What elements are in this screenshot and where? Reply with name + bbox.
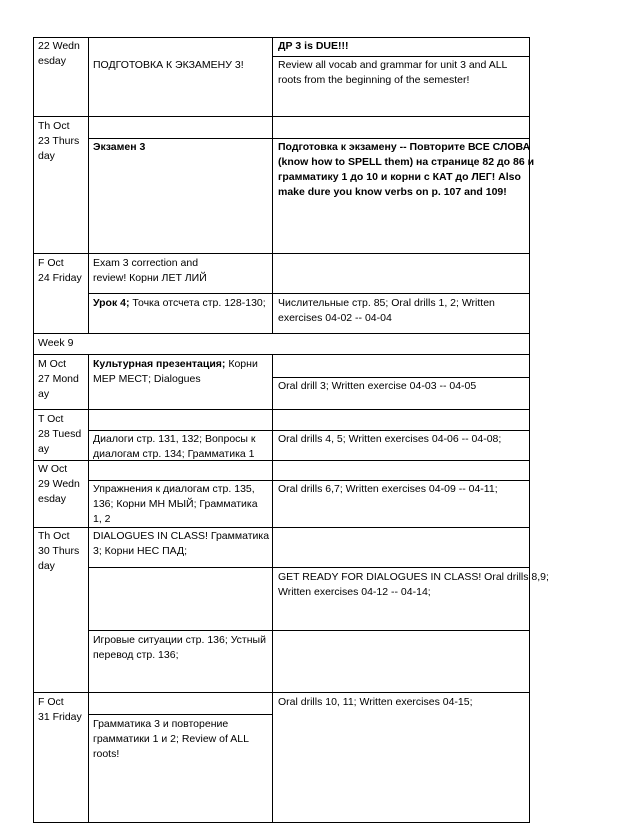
column-divider-2: [272, 37, 273, 333]
lesson-cell: ПОДГОТОВКА К ЭКЗАМЕНУ 3!: [93, 59, 244, 71]
homework-cell: Числительные стр. 85; Oral drills 1, 2; Written exercises 04-02 -- 04-04: [278, 297, 495, 324]
lesson-topic: Корни МЕР МЕСТ; Dialogues: [93, 358, 258, 385]
row-divider: [33, 354, 530, 355]
table-border-left: [33, 37, 34, 823]
column-divider-1: [88, 37, 89, 333]
homework-cell: Подготовка к экзамену -- Повторите ВСЕ СЛОВА (know how to SPELL them) на странице 82 до 86 и грамматику 1 до 10 и корни с КАТ до ЛЕГ! Also make dure you know verbs on p. 107 and 109!: [278, 141, 535, 198]
row-divider: [88, 430, 530, 431]
row-divider: [88, 630, 530, 631]
lesson-heading: Культурная презентация;: [93, 358, 226, 370]
lesson-number: Урок 4;: [93, 297, 130, 309]
week-label: Week 9: [38, 337, 74, 349]
homework-cell: Oral drill 3; Written exercise 04-03 -- 04-05: [278, 380, 477, 392]
day-label: T Oct 28 Tuesd ay: [38, 413, 82, 455]
table-border-top: [33, 37, 530, 38]
row-divider: [88, 714, 273, 715]
day-label: Th Oct 30 Thurs day: [38, 530, 80, 572]
column-divider-2: [272, 355, 273, 823]
row-divider: [272, 377, 530, 378]
lesson-cell: Exam 3 correction and review! Корни ЛЕТ ЛИЙ: [93, 257, 207, 284]
lesson-cell: DIALOGUES IN CLASS! Грамматика 3; Корни НЕС ПАД;: [93, 530, 270, 557]
day-label: F Oct 24 Friday: [38, 257, 82, 284]
due-notice: ДР 3 is DUE!!!: [278, 40, 349, 52]
lesson-cell: [93, 357, 258, 387]
lesson-cell: Экзамен 3: [93, 141, 146, 153]
lesson-cell: Диалоги стр. 131, 132; Вопросы к диалогам стр. 134; Грамматика 1: [93, 433, 256, 460]
day-label: Th Oct 23 Thurs day: [38, 120, 80, 162]
homework-cell: Oral drills 10, 11; Written exercises 04-15;: [278, 696, 473, 708]
day-label: M Oct 27 Mond ay: [38, 358, 79, 400]
lesson-cell: Игровые ситуации стр. 136; Устный перевод стр. 136;: [93, 634, 266, 661]
lesson-cell: [93, 296, 266, 311]
row-divider: [33, 333, 530, 334]
lesson-cell: Упражнения к диалогам стр. 135, 136; Корни МН МЫЙ; Грамматика 1, 2: [93, 483, 258, 525]
row-divider: [33, 527, 530, 528]
column-divider-1: [88, 355, 89, 823]
homework-cell: Oral drills 6,7; Written exercises 04-09 -- 04-11;: [278, 483, 498, 495]
row-divider: [88, 138, 530, 139]
day-label: 22 Wedn esday: [38, 40, 80, 67]
row-divider: [88, 293, 530, 294]
lesson-topic: Точка отсчета стр. 128-130;: [129, 297, 266, 309]
day-label: F Oct 31 Friday: [38, 696, 82, 723]
homework-cell: Oral drills 4, 5; Written exercises 04-06 -- 04-08;: [278, 433, 502, 445]
day-label: W Oct 29 Wedn esday: [38, 463, 80, 505]
row-divider: [33, 253, 530, 254]
row-divider: [33, 409, 530, 410]
homework-cell: GET READY FOR DIALOGUES IN CLASS! Oral drills 8,9; Written exercises 04-12 -- 04-14;: [278, 571, 549, 598]
row-divider: [272, 56, 530, 57]
homework-cell: Review all vocab and grammar for unit 3 and ALL roots from the beginning of the semester!: [278, 59, 508, 86]
row-divider: [88, 567, 530, 568]
row-divider: [33, 692, 530, 693]
row-divider: [88, 480, 530, 481]
table-border-bottom: [33, 822, 530, 823]
lesson-cell: Грамматика 3 и повторение грамматики 1 и 2; Review of ALL roots!: [93, 718, 249, 760]
row-divider: [33, 116, 530, 117]
